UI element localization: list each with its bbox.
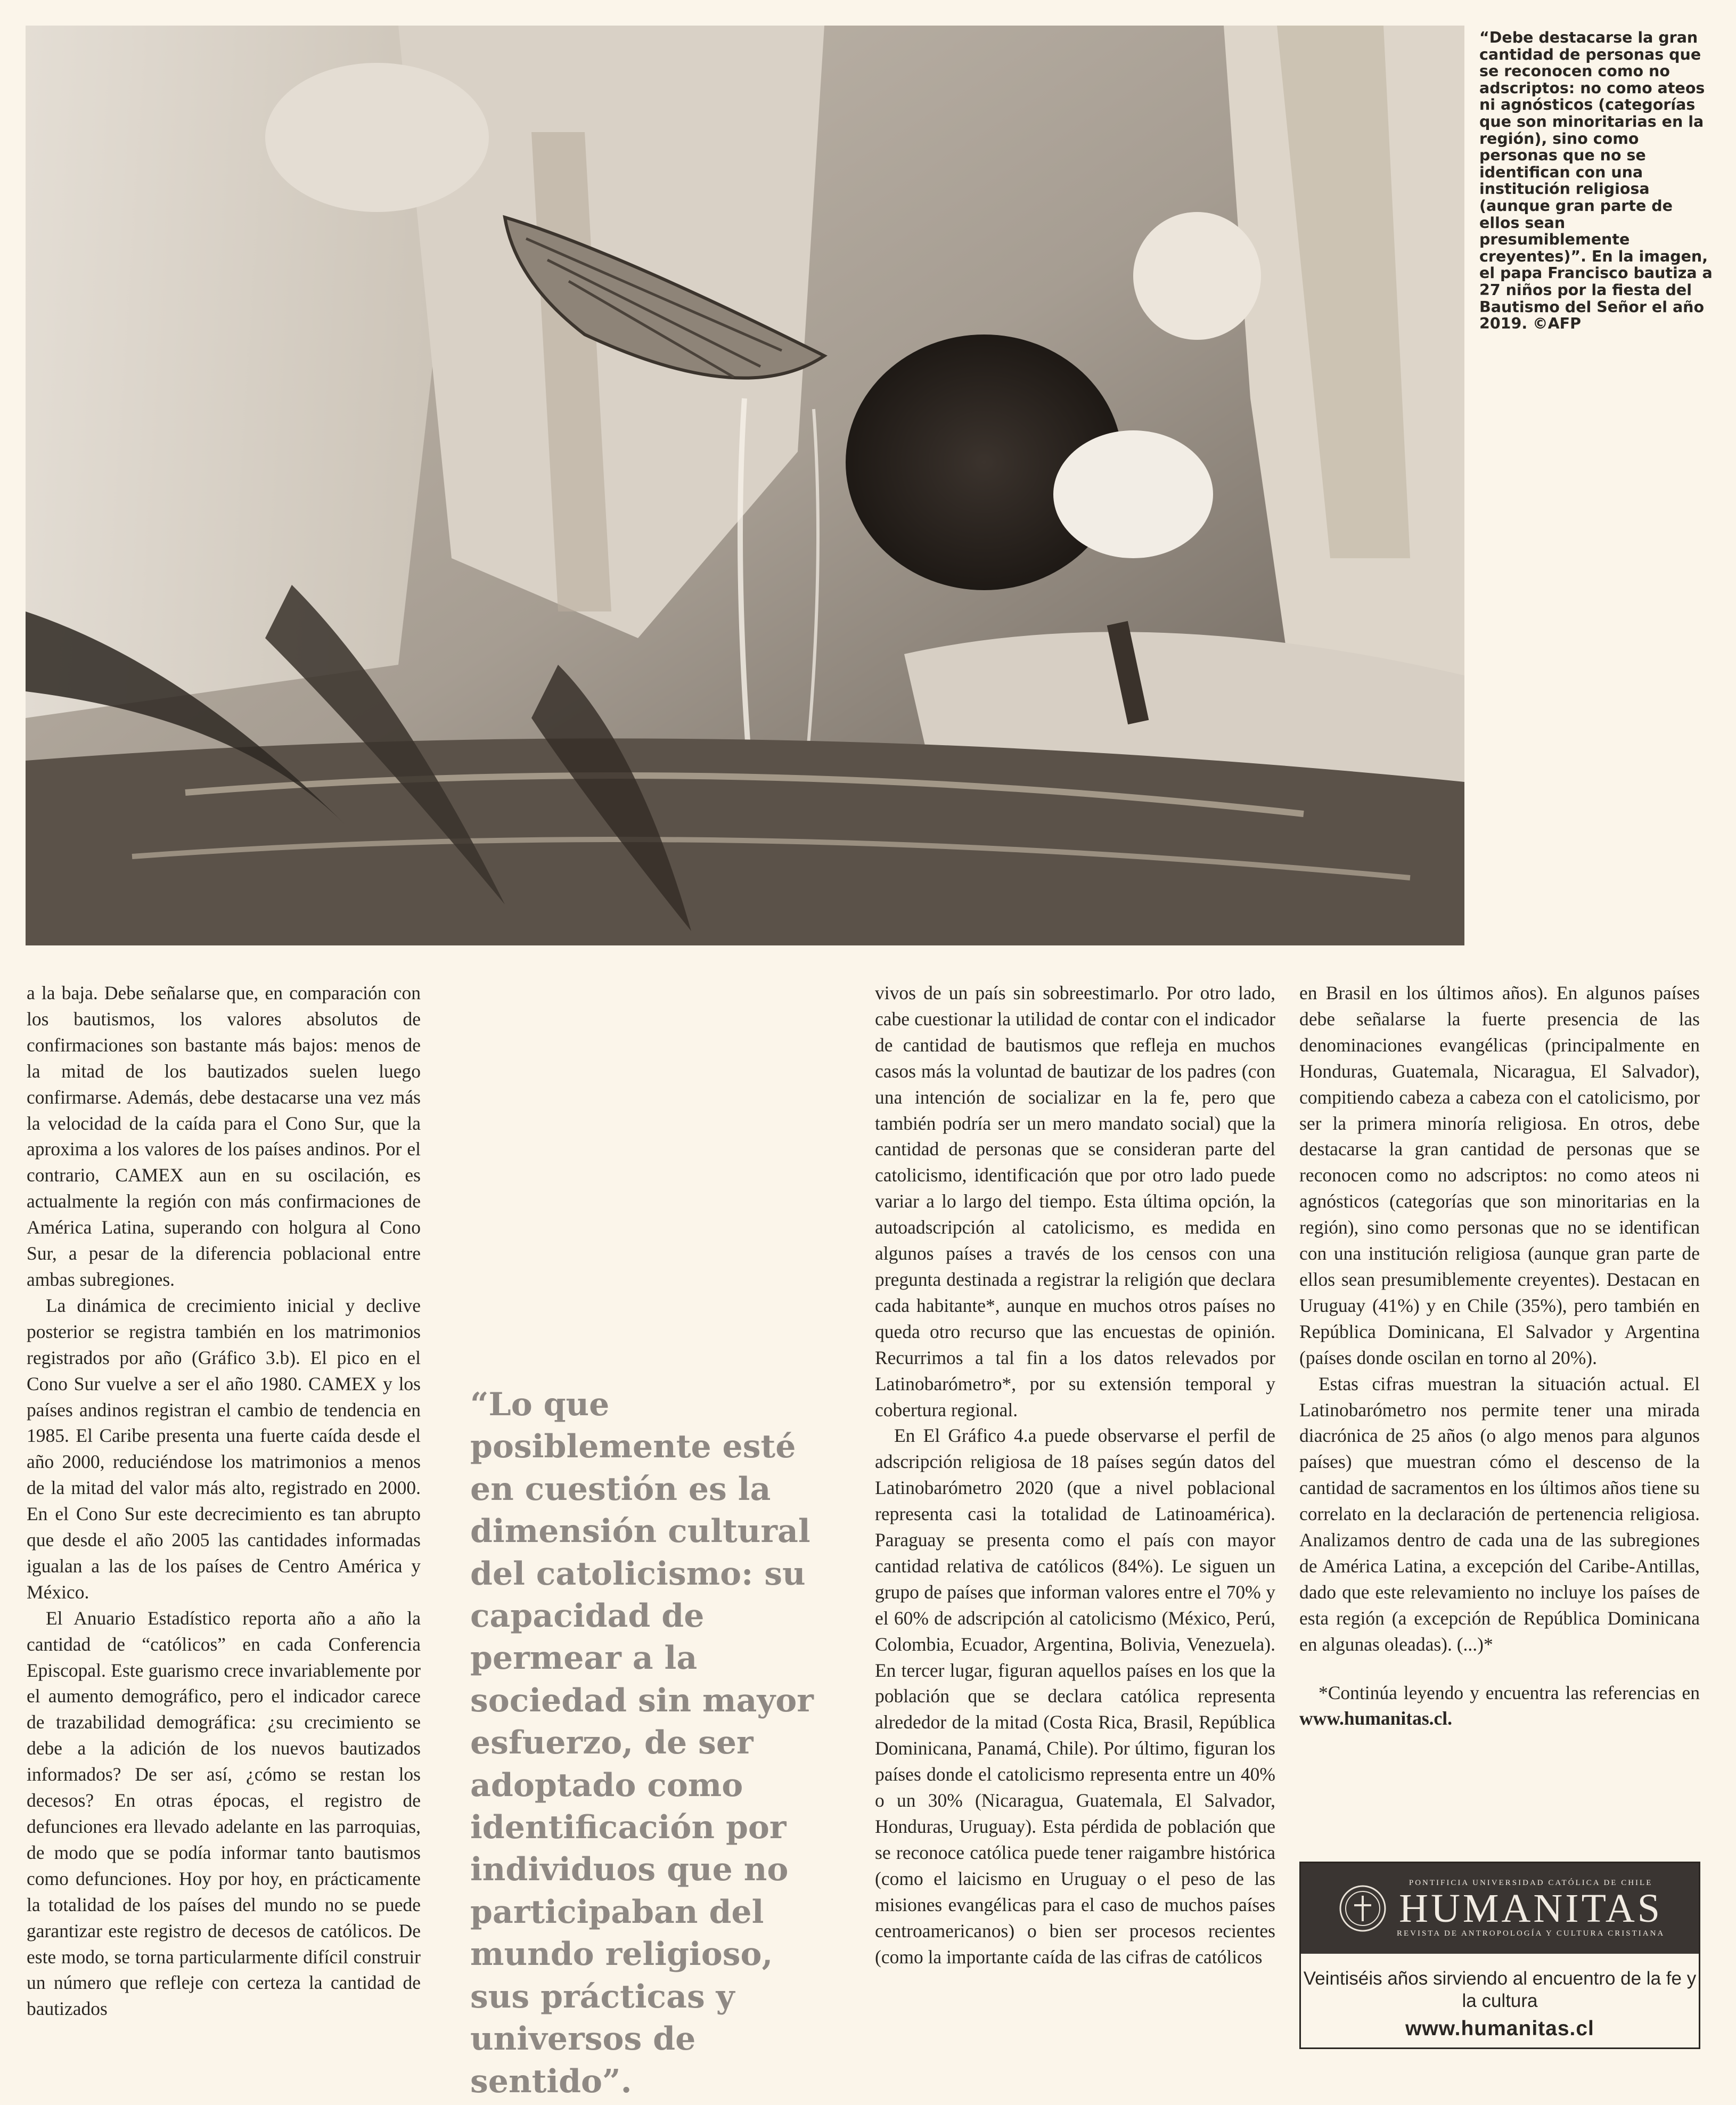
baptism-photo — [26, 26, 1464, 945]
paragraph: En El Gráfico 4.a puede observarse el perfil de adscripción religiosa de 18 países según datos del Latinobarómetro 2020 (que a nivel poblacional representa casi la totalidad de Latinoamérica). Paraguay se presenta como el país con mayor cantidad relativa de católicos (84%). Le siguen un grupo de países que informan valores entre el 70% y el 60% de adscripción al catolicismo (México, Perú, Colombia, Ecuador, Argentina, Bolivia, Venezuela). En tercer lugar, figuran aquellos países en los que la población que se declara católica representa alrededor de la mitad (Costa Rica, Brasil, República Dominicana, Panamá, Chile). Por último, figuran los países donde el catolicismo representa entre un 40% o un 30% (Nicaragua, Guatemala, El Salvador, Honduras, Uruguay). Esta pérdida de población que se reconoce católica puede tener raigambre histórica (como el laicismo en Uruguay o el peso de las misiones evangélicas para el caso de muchos países centroamericanos) o bien ser procesos recientes (como la importante caída de las cifras de católicos — [875, 1425, 1275, 1968]
paragraph: a la baja. Debe señalarse que, en comparación con los bautismos, los valores absolutos de confirmaciones son bastante más bajos: menos de la mitad de los bautizados suelen luego confirmarse. Además, debe destacarse una vez más la velocidad de la caída para el Cono Sur, que la aproxima a los valores de los países andinos. Por el contrario, CAMEX aun en su oscilación, es actualmente la región con más confirmaciones de América Latina, superando con holgura al Cono Sur, a pesar de la diferencia poblacional entre ambas subregiones. — [27, 982, 421, 1290]
paragraph: Estas cifras muestran la situación actual. El Latinobarómetro nos permite tener una mirada diacrónica de 25 años (o algo menos para algunos países) que muestran cómo el descenso de la cantidad de sacramentos en los últimos años tiene su correlato en la declaración de pertenencia religiosa. Analizamos dentro de cada una de las subregiones de América Latina, a excepción del Caribe-Antillas, dado que este relevamiento no incluye los países de esta región (a excepción de República Dominicana en algunas oleadas). (...)* — [1299, 1373, 1700, 1655]
ad-tagline: Veintiséis años sirviendo al encuentro de la fe y la cultura — [1303, 1968, 1697, 2011]
paragraph: El Anuario Estadístico reporta año a año la cantidad de “católicos” en cada Conferencia Episcopal. Este guarismo crece invariablemente por el aumento demográfico, pero el indicador carece de trazabilidad demográfica: ¿su crecimiento se debe a la adición de los nuevos bautizados informados? De ser así, ¿cómo se restan los decesos? En otras épocas, el registro de defunciones era llevado adelante en las parroquias, de modo que se podía informar tanto bautismos como defunciones. Hoy por hoy, en prácticamente la totalidad de los países del mundo no se puede garantizar este registro de decesos de católicos. De este modo, se torna particularmente difícil construir un número que refleje con certeza la cantidad de bautizados — [27, 1607, 421, 2020]
footnote-text: *Continúa leyendo y encuentra las referencias en — [1319, 1682, 1700, 1703]
paragraph: vivos de un país sin sobreestimarlo. Por otro lado, cabe cuestionar la utilidad de contar con el indicador de cantidad de bautismos que refleja en muchos casos más la voluntad de bautizar de los padres (con una intención de socializar en la fe, pero que también podría ser un mero mandato social) que la cantidad de personas que se consideran parte del catolicismo, identificación que por otro lado puede variar a lo largo del tiempo. Esta última opción, la autoadscripción al catolicismo, es medida en algunos países a través de los censos con una pregunta destinada a registrar la religión que declara cada habitante*, aunque en muchos otros países no queda otro recurso que las encuestas de opinión. Recurrimos a tal fin a los datos relevados por Latinobarómetro*, por su extensión temporal y cobertura regional. — [875, 982, 1275, 1421]
ad-university: PONTIFICIA UNIVERSIDAD CATÓLICA DE CHILE — [1409, 1879, 1653, 1887]
photo-illustration — [26, 26, 1464, 945]
footnote — [1299, 1680, 1700, 1732]
ad-subtitle: REVISTA DE ANTROPOLOGÍA Y CULTURA CRISTIANA — [1397, 1929, 1665, 1938]
ad-brand — [1397, 1879, 1665, 1938]
article-column-1 — [27, 980, 421, 2022]
article-column-3 — [875, 980, 1275, 1970]
humanitas-ad[interactable] — [1299, 1862, 1700, 2049]
university-seal-icon — [1338, 1884, 1387, 1933]
pull-quote: “Lo que posiblemente esté en cuestión es la dimensión cultural del catolicismo: su capacidad de permear a la sociedad sin mayor esfuerzo, de ser adoptado como identificación por individuos que no participaban del mundo religioso, sus prácticas y universos de sentido”. — [470, 1386, 814, 2100]
photo-caption: “Debe destacarse la gran cantidad de personas que se reconocen como no adscriptos: no como ateos ni agnósticos (categorías que son minoritarias en la región), sino como personas que no se identifican con una institución religiosa (aunque gran parte de ellos sean presumiblemente creyentes)”. En la imagen, el papa Francisco bautiza a 27 niños por la fiesta del Bautismo del Señor el año 2019. ©AFP — [1479, 29, 1713, 333]
ad-header — [1301, 1863, 1699, 1954]
footnote-link[interactable]: www.humanitas.cl. — [1299, 1708, 1452, 1729]
paragraph: en Brasil en los últimos años). En algunos países debe señalarse la fuerte presencia de las denominaciones evangélicas (principalmente en Honduras, Guatemala, Nicaragua, El Salvador), compitiendo cabeza a cabeza con el catolicismo, por ser la primera minoría religiosa. En otros, debe destacarse la gran cantidad de personas que se reconocen como no adscriptos: no como ateos ni agnósticos (categorías que son minoritarias en la región), sino como personas que no se identifican con una institución religiosa (aunque gran parte de ellos sean presumiblemente creyentes). Destacan en Uruguay (41%) y en Chile (35%), pero también en República Dominicana, El Salvador y Argentina (países donde oscilan en torno al 20%). — [1299, 982, 1700, 1368]
ad-url[interactable]: www.humanitas.cl — [1405, 2017, 1594, 2040]
ad-body — [1301, 1954, 1699, 2040]
ad-brand-name: HUMANITAS — [1399, 1886, 1663, 1931]
paragraph: La dinámica de crecimiento inicial y declive posterior se registra también en los matrimonios registrados por año (Gráfico 3.b). El pico en el Cono Sur vuelve a ser el año 1980. CAMEX y los países andinos registran el cambio de tendencia en 1985. El Caribe presenta una fuerte caída desde el año 2000, reduciéndose los matrimonios a menos de la mitad del valor más alto, registrado en 2000. En el Cono Sur este decrecimiento es tan abrupto que desde el año 2005 las cantidades informadas igualan a las de los países de Centro América y México. — [27, 1294, 421, 1603]
article-column-4 — [1299, 980, 1700, 1732]
